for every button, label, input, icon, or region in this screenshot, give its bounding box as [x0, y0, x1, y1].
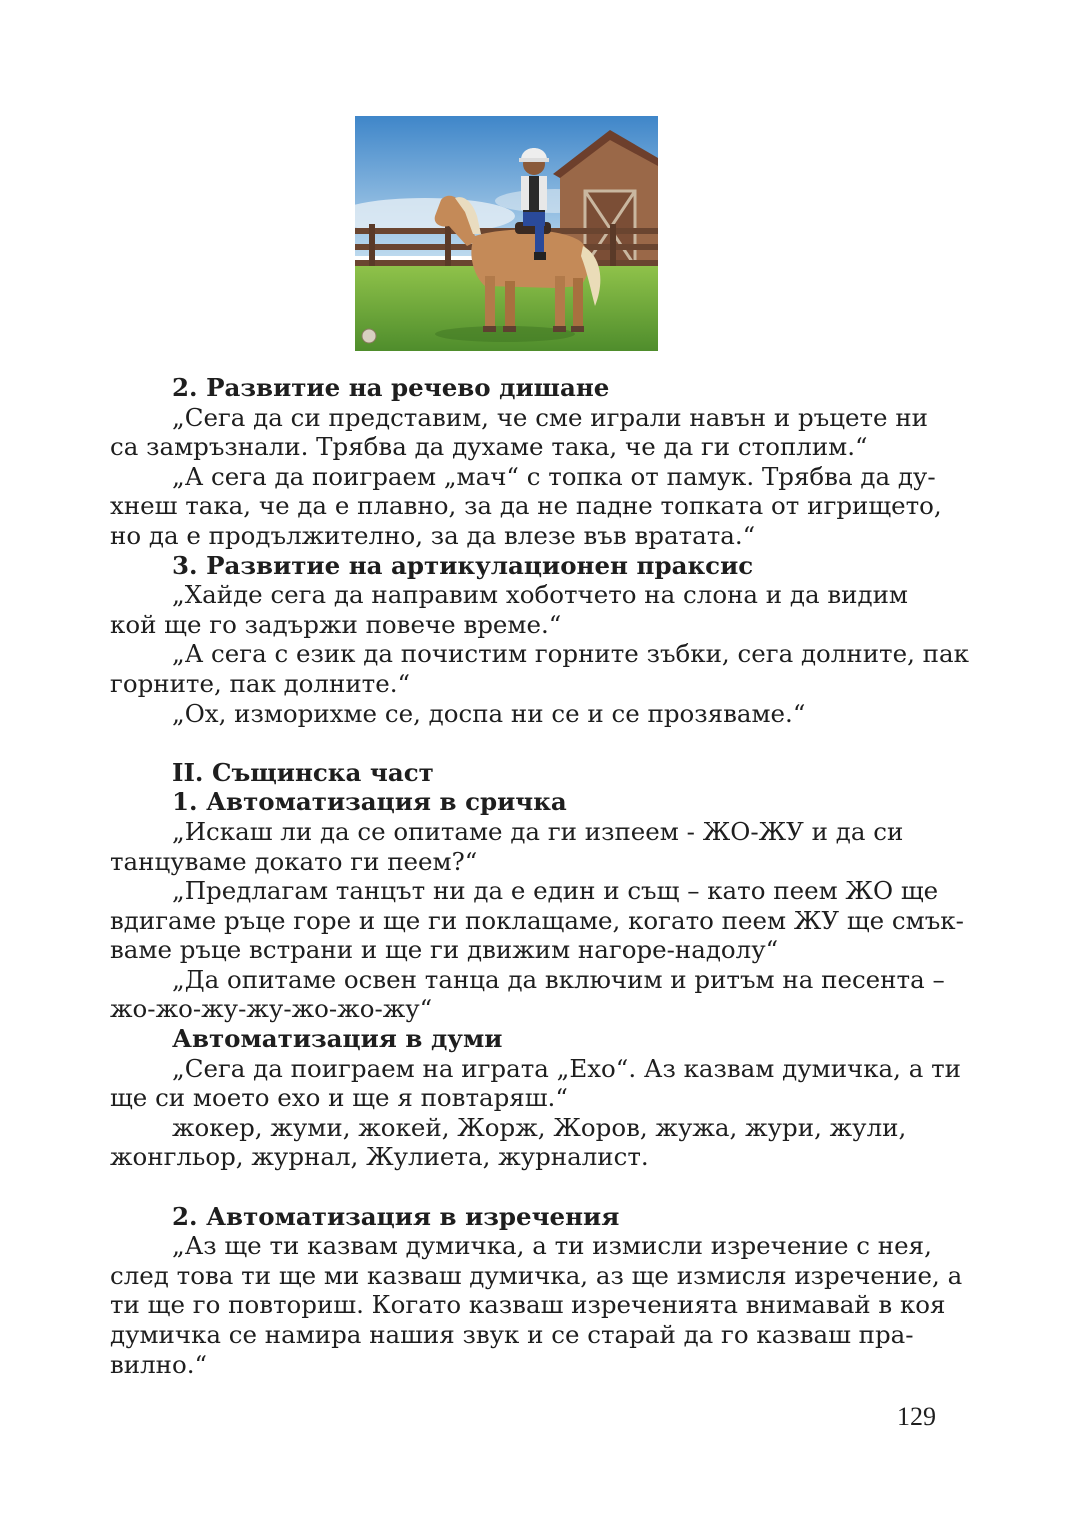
- document-body: [110, 373, 969, 1379]
- rider-on-pony-illustration: [355, 116, 658, 351]
- text-line: жонгльор, журнал, Жулиета, журналист.: [110, 1142, 649, 1172]
- text-line: думичка се намира нашия звук и се старай да го казваш пра-: [110, 1320, 914, 1349]
- text-line: са замръзнали. Трябва да духаме така, че да ги стоплим.“: [110, 432, 868, 462]
- spacer: [110, 1172, 940, 1202]
- text-line: след това ти ще ми казваш думичка, аз ще измисля изречение, а: [110, 1260, 963, 1290]
- text-line: кой ще го задържи повече време.“: [110, 609, 562, 639]
- part-heading: II. Същинска част: [172, 757, 434, 787]
- text-line: „Предлагам танцът ни да е един и същ – като пеем ЖО ще: [172, 876, 939, 906]
- text-line: ваме ръце встрани и ще ги движим нагоре-надолу“: [110, 935, 779, 965]
- subsection-heading: 2. Автоматизация в изречения: [172, 1201, 620, 1231]
- text-line: горните, пак долните.“: [110, 668, 411, 698]
- text-line: вдигаме ръце горе и ще ги поклащаме, когато пеем ЖУ ще смък-: [110, 905, 964, 935]
- text-line: вилно.“: [110, 1349, 208, 1379]
- text-line: жо-жо-жу-жу-жо-жо-жу“: [110, 994, 433, 1024]
- text-line: но да е продължително, за да влезе във вратата.“: [110, 520, 756, 550]
- page-number: 129: [897, 1402, 936, 1431]
- text-line: жокер, жуми, жокей, Жорж, Жоров, жужа, жури, жули,: [172, 1112, 907, 1142]
- text-line: „Да опитаме освен танца да включим и ритъм на песента –: [172, 964, 945, 994]
- text-line: „Хайде сега да направим хоботчето на слона и да видим: [172, 580, 908, 610]
- text-line: „Ох, изморихме се, доспа ни се и се прозяваме.“: [172, 698, 806, 728]
- section-heading: 3. Развитие на артикулационен праксис: [172, 550, 754, 580]
- text-line: танцуваме докато ги пеем?“: [110, 846, 478, 876]
- text-line: „Искаш ли да се опитаме да ги изпеем - ЖО-ЖУ и да си: [172, 816, 904, 846]
- spacer: [110, 728, 940, 758]
- section-heading: 2. Развитие на речево дишане: [172, 373, 610, 402]
- text-line: ти ще го повториш. Когато казваш изреченията внимавай в коя: [110, 1290, 946, 1320]
- text-line: „А сега с език да почистим горните зъбки, сега долните, пак: [172, 639, 969, 669]
- subsection-heading: 1. Автоматизация в сричка: [172, 787, 567, 817]
- text-line: ще си моето ехо и ще я повтаряш.“: [110, 1083, 568, 1113]
- text-line: „Сега да си представим, че сме играли навън и ръцете ни: [172, 402, 928, 432]
- text-line: „Сега да поиграем на играта „Ехо“. Аз казвам думичка, а ти: [172, 1053, 961, 1083]
- text-line: „Аз ще ти казвам думичка, а ти измисли изречение с нея,: [172, 1231, 932, 1261]
- subsection-heading: Автоматизация в думи: [172, 1024, 503, 1054]
- text-line: „А сега да поиграем „мач“ с топка от памук. Трябва да ду-: [172, 461, 936, 491]
- text-line: хнеш така, че да е плавно, за да не падне топката от игрището,: [110, 491, 942, 521]
